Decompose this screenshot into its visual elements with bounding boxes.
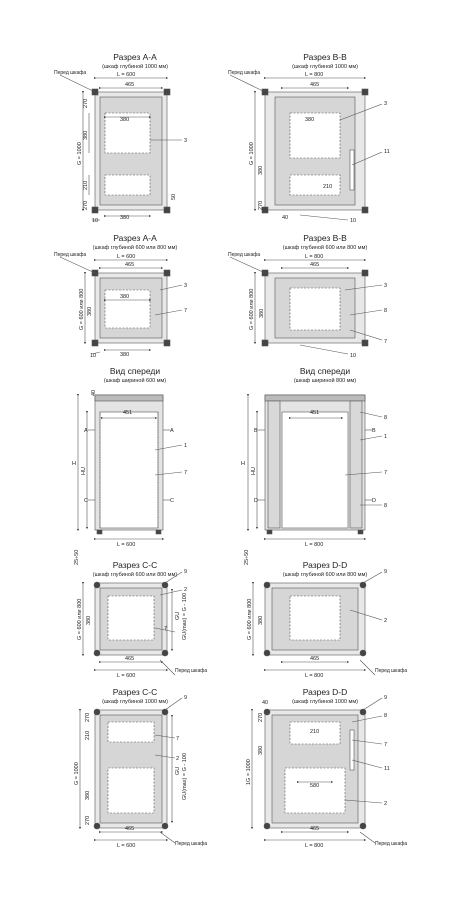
cut-label: C: [170, 498, 174, 504]
section-title: Разрез B-B: [303, 52, 347, 62]
cut-label: D: [254, 498, 258, 504]
section-title: Разрез A-A: [113, 52, 157, 62]
callout: 9: [384, 695, 388, 701]
dim-top: 40: [91, 389, 97, 396]
section-subtitle: (шкаф шириной 800 мм): [293, 378, 357, 384]
cut-label: C: [84, 498, 88, 504]
drawing-front-800: [248, 395, 382, 539]
dim-GU2: GU(max) = G - 100: [182, 593, 188, 640]
dim-L: L = 600: [117, 542, 136, 548]
drawing-cc-1000: [80, 698, 182, 843]
callout: 10: [90, 353, 97, 359]
callout: 1: [384, 434, 388, 440]
dim-GU2: GU(max) = G - 100: [182, 753, 188, 800]
dim-mid: 380: [258, 615, 264, 625]
callout: 10: [350, 353, 357, 359]
drawing-front-600: [78, 395, 182, 539]
callout: 3: [184, 138, 188, 144]
callout: 9: [384, 569, 388, 575]
cut-label: B: [372, 428, 376, 434]
dim-G: G = 600 или 800: [249, 288, 255, 330]
dim-L: L = 800: [305, 542, 324, 548]
dim-inner: 465: [125, 262, 135, 268]
dim-inner: 465: [125, 656, 135, 662]
dim-bot: 270: [85, 815, 91, 825]
dim-H: H: [72, 461, 76, 467]
dim-open-top: 380: [120, 117, 130, 123]
callout: 10: [92, 218, 99, 224]
dim-L: L = 600: [117, 254, 136, 260]
cut-label: D: [372, 498, 376, 504]
callout: 3: [384, 283, 388, 289]
callout: 7: [384, 742, 388, 748]
callout: 2: [176, 756, 180, 762]
dim-inner: 465: [125, 826, 135, 832]
dim-L: L = 800: [305, 843, 324, 849]
dim-top: 270: [258, 712, 264, 722]
dim-mid: 380: [258, 165, 264, 175]
dim-mid: 380: [87, 306, 93, 316]
dim-open-top: 380: [305, 117, 315, 123]
callout: 10: [350, 218, 357, 224]
dim-open-top: 210: [310, 729, 320, 735]
section-subtitle: (шкаф глубиной 1000 мм): [292, 699, 358, 705]
dim-top: 270: [85, 712, 91, 722]
section-title: Разрез D-D: [302, 560, 348, 570]
dim-mid: 380: [259, 308, 265, 318]
callout: 7: [384, 339, 388, 345]
section-subtitle: (шкаф глубиной 1000 мм): [102, 699, 168, 705]
callout: 7: [184, 308, 188, 314]
dim-G: G = 600 или 800: [79, 288, 85, 330]
dim-inner: 465: [310, 656, 320, 662]
dim-L: L = 600: [117, 843, 136, 849]
section-subtitle: (шкаф глубиной 600 или 800 мм): [282, 572, 368, 578]
dim-inner: 451: [310, 410, 320, 416]
callout: 8: [384, 308, 388, 314]
dim-mid: 210: [85, 730, 91, 740]
dim-inner: 465: [310, 826, 320, 832]
section-subtitle: (шкаф глубиной 1000 мм): [102, 64, 168, 70]
callout: 11: [384, 766, 390, 772]
dim-GU: GU: [175, 611, 181, 620]
dim-L: L = 800: [305, 673, 324, 679]
dim-H: H: [241, 461, 245, 467]
dim-low: 210: [323, 184, 333, 190]
dim-G: G = 1000: [74, 762, 80, 785]
dim-G: G = 1000: [77, 142, 83, 165]
dim-G: G = 1000: [249, 142, 255, 165]
section-subtitle: (шкаф шириной 600 мм): [103, 378, 167, 384]
dim-feet: 25÷50: [74, 549, 80, 565]
section-title: Вид спереди: [109, 366, 161, 376]
callout: 1: [184, 443, 188, 449]
dim-bot: 270: [83, 200, 89, 210]
dim-low: 380: [85, 790, 91, 800]
front-label: Перед шкафа: [54, 252, 87, 258]
dim-small: 40: [262, 700, 269, 706]
dim-open-bot: 380: [120, 352, 130, 358]
dim-inner: 465: [125, 82, 135, 88]
callout: 8: [384, 713, 388, 719]
dim-inner: 465: [310, 262, 320, 268]
cut-label: A: [84, 428, 88, 434]
callout: 7: [184, 470, 188, 476]
dim-top: 270: [83, 98, 89, 108]
front-label: Перед шкафа: [228, 70, 261, 76]
cut-label: B: [254, 428, 258, 434]
callout: 7: [164, 626, 168, 632]
section-title: Вид спереди: [299, 366, 351, 376]
callout: 9: [184, 569, 188, 575]
front-label: Перед шкафа: [228, 252, 261, 258]
callout: 2: [384, 618, 388, 624]
section-subtitle: (шкаф глубиной 1000 мм): [292, 64, 358, 70]
dim-L: L = 600: [117, 673, 136, 679]
dim-HU: HU: [251, 467, 257, 475]
dim-mid: 380: [86, 615, 92, 625]
dim-open-bot: 380: [120, 215, 130, 221]
dim-G: G = 600 или 800: [247, 598, 253, 640]
front-label: Перед шкафа: [175, 841, 208, 847]
dim-inner: 465: [310, 82, 320, 88]
dim-L: L = 800: [305, 72, 324, 78]
section-title: Разрез C-C: [112, 687, 158, 697]
section-subtitle: (шкаф глубиной 600 или 800 мм): [92, 245, 178, 251]
section-title: Разрез D-D: [302, 687, 348, 697]
front-label: Перед шкафа: [54, 70, 87, 76]
section-subtitle: (шкаф глубиной 600 или 800 мм): [282, 245, 368, 251]
dim-inner: 451: [123, 410, 133, 416]
dim-G: G = 600 или 800: [77, 598, 83, 640]
callout: 2: [184, 587, 188, 593]
section-title: Разрез A-A: [113, 233, 157, 243]
dim-open-bot: 580: [310, 783, 320, 789]
drawing-dd-1000: [252, 698, 382, 843]
section-subtitle: (шкаф глубиной 600 или 800 мм): [92, 572, 178, 578]
section-title: Разрез B-B: [303, 233, 347, 243]
dim-HU: HU: [81, 467, 87, 475]
callout: 8: [384, 415, 388, 421]
section-title: Разрез C-C: [112, 560, 158, 570]
callout: 2: [384, 801, 388, 807]
front-label: Перед шкафа: [175, 668, 208, 674]
callout: 8: [384, 503, 388, 509]
callout: 3: [384, 101, 388, 107]
dim-small: 40: [282, 215, 289, 221]
callout: 11: [384, 149, 390, 155]
dim-mid: 380: [258, 745, 264, 755]
front-label: Перед шкафа: [375, 668, 408, 674]
dim-feet: 25÷50: [244, 549, 250, 565]
dim-open-top: 380: [120, 294, 130, 300]
dim-low: 210: [83, 180, 89, 190]
callout: 7: [176, 736, 180, 742]
dim-small: 50: [171, 193, 177, 200]
cut-label: A: [170, 428, 174, 434]
dim-GU: GU: [175, 766, 181, 775]
dim-L: L = 800: [305, 254, 324, 260]
dim-bot: 270: [258, 200, 264, 210]
dim-G: 1G = 1000: [246, 759, 252, 785]
callout: 9: [184, 695, 188, 701]
dim-L: L = 600: [117, 72, 136, 78]
front-label: Перед шкафа: [375, 841, 408, 847]
callout: 3: [184, 283, 188, 289]
dim-mid: 380: [83, 130, 89, 140]
callout: 7: [384, 470, 388, 476]
